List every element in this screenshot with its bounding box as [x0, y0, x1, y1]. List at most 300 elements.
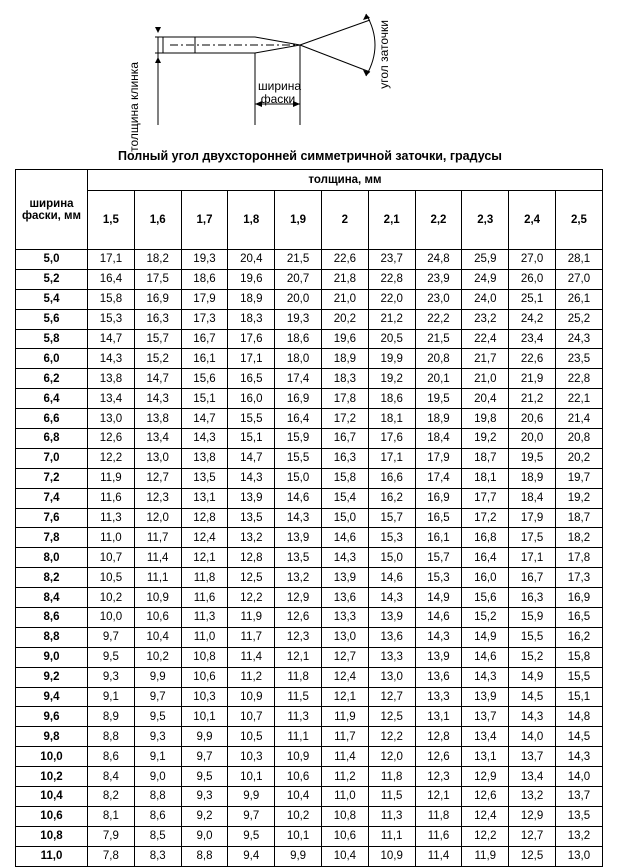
angle-value-cell: 14,6	[275, 488, 322, 508]
angle-value-cell: 16,3	[509, 588, 556, 608]
angle-value-cell: 11,7	[134, 528, 181, 548]
angle-value-cell: 16,5	[415, 508, 462, 528]
angle-value-cell: 11,6	[181, 588, 228, 608]
angle-value-cell: 8,4	[88, 767, 135, 787]
angle-value-cell: 12,2	[88, 448, 135, 468]
thickness-column-header: 2,5	[555, 191, 602, 250]
angle-value-cell: 13,9	[275, 528, 322, 548]
angle-value-cell: 17,9	[415, 448, 462, 468]
angle-value-cell: 12,6	[275, 608, 322, 628]
angle-value-cell: 12,2	[462, 826, 509, 846]
table-row	[16, 727, 603, 747]
angle-value-cell: 14,3	[134, 389, 181, 409]
table-row	[16, 588, 603, 608]
angle-value-cell: 16,9	[275, 389, 322, 409]
angle-value-cell: 27,0	[555, 269, 602, 289]
angle-value-cell: 16,4	[88, 269, 135, 289]
angle-value-cell: 13,0	[88, 409, 135, 429]
angle-value-cell: 15,1	[181, 389, 228, 409]
angle-value-cell: 14,6	[415, 608, 462, 628]
angle-value-cell: 10,9	[275, 747, 322, 767]
sharpening-diagram	[0, 0, 620, 152]
angle-value-cell: 26,1	[555, 289, 602, 309]
angle-value-cell: 11,3	[88, 508, 135, 528]
angle-value-cell: 21,4	[555, 409, 602, 429]
angle-value-cell: 12,7	[368, 687, 415, 707]
thickness-column-header: 2,3	[462, 191, 509, 250]
table-row	[16, 508, 603, 528]
bevel-width-cell: 5,4	[16, 289, 88, 309]
bevel-width-cell: 8,8	[16, 627, 88, 647]
angle-value-cell: 21,8	[321, 269, 368, 289]
angle-value-cell: 18,4	[415, 429, 462, 449]
angle-value-cell: 21,0	[321, 289, 368, 309]
angle-value-cell: 15,7	[368, 508, 415, 528]
angle-value-cell: 10,5	[88, 568, 135, 588]
angle-value-cell: 12,3	[275, 627, 322, 647]
table-row	[16, 806, 603, 826]
angle-value-cell: 13,2	[275, 568, 322, 588]
angle-value-cell: 14,7	[88, 329, 135, 349]
angle-value-cell: 9,5	[228, 826, 275, 846]
thickness-column-header: 2,2	[415, 191, 462, 250]
bevel-width-cell: 7,0	[16, 448, 88, 468]
angle-value-cell: 13,9	[415, 647, 462, 667]
bevel-width-cell: 10,2	[16, 767, 88, 787]
angle-value-cell: 22,1	[555, 389, 602, 409]
angle-value-cell: 14,9	[462, 627, 509, 647]
angle-value-cell: 13,9	[462, 687, 509, 707]
table-row	[16, 448, 603, 468]
angle-value-cell: 22,2	[415, 309, 462, 329]
angle-value-cell: 8,3	[134, 846, 181, 866]
angle-value-cell: 15,8	[321, 468, 368, 488]
table-row	[16, 369, 603, 389]
angle-value-cell: 9,5	[181, 767, 228, 787]
angle-value-cell: 18,2	[555, 528, 602, 548]
angle-value-cell: 14,3	[462, 667, 509, 687]
angle-value-cell: 12,7	[321, 647, 368, 667]
angle-value-cell: 16,1	[181, 349, 228, 369]
angle-value-cell: 19,6	[321, 329, 368, 349]
angle-value-cell: 25,2	[555, 309, 602, 329]
angle-value-cell: 18,2	[134, 250, 181, 270]
angle-value-cell: 12,6	[415, 747, 462, 767]
thickness-label: толщина клинка	[127, 62, 141, 152]
angle-value-cell: 16,3	[321, 448, 368, 468]
table-row	[16, 767, 603, 787]
thickness-column-header: 1,5	[88, 191, 135, 250]
angle-value-cell: 11,8	[275, 667, 322, 687]
bevel-width-cell: 9,4	[16, 687, 88, 707]
angle-value-cell: 20,8	[415, 349, 462, 369]
angle-value-cell: 13,0	[321, 627, 368, 647]
angle-value-cell: 15,0	[368, 548, 415, 568]
angle-value-cell: 19,5	[415, 389, 462, 409]
table-row	[16, 329, 603, 349]
angle-value-cell: 18,3	[321, 369, 368, 389]
angle-value-cell: 8,5	[134, 826, 181, 846]
angle-value-cell: 23,9	[415, 269, 462, 289]
angle-value-cell: 16,3	[134, 309, 181, 329]
angle-value-cell: 13,5	[555, 806, 602, 826]
angle-value-cell: 17,7	[462, 488, 509, 508]
angle-value-cell: 14,3	[181, 429, 228, 449]
bevel-width-cell: 7,4	[16, 488, 88, 508]
angle-value-cell: 13,5	[181, 468, 228, 488]
angle-value-cell: 9,9	[275, 846, 322, 866]
angle-value-cell: 24,0	[462, 289, 509, 309]
angle-value-cell: 16,8	[462, 528, 509, 548]
angle-value-cell: 13,8	[134, 409, 181, 429]
angle-value-cell: 15,5	[509, 627, 556, 647]
angle-value-cell: 24,3	[555, 329, 602, 349]
angle-value-cell: 11,7	[321, 727, 368, 747]
angle-value-cell: 17,6	[368, 429, 415, 449]
angle-value-cell: 21,2	[368, 309, 415, 329]
angle-value-cell: 13,3	[368, 647, 415, 667]
angle-value-cell: 13,6	[415, 667, 462, 687]
angle-value-cell: 20,1	[415, 369, 462, 389]
thickness-column-header: 1,8	[228, 191, 275, 250]
angle-value-cell: 11,3	[181, 608, 228, 628]
angle-value-cell: 22,8	[555, 369, 602, 389]
angle-value-cell: 11,4	[134, 548, 181, 568]
angle-value-cell: 12,4	[181, 528, 228, 548]
angle-value-cell: 21,2	[509, 389, 556, 409]
bevel-width-cell: 6,2	[16, 369, 88, 389]
angle-value-cell: 12,2	[368, 727, 415, 747]
angle-value-cell: 18,7	[462, 448, 509, 468]
angle-value-cell: 19,8	[462, 409, 509, 429]
angle-value-cell: 24,2	[509, 309, 556, 329]
thickness-header: толщина, мм	[88, 170, 603, 191]
angle-value-cell: 8,6	[88, 747, 135, 767]
angle-value-cell: 22,8	[368, 269, 415, 289]
angle-value-cell: 17,1	[509, 548, 556, 568]
angle-value-cell: 12,9	[509, 806, 556, 826]
table-row	[16, 429, 603, 449]
angle-value-cell: 10,1	[275, 826, 322, 846]
angle-value-cell: 14,7	[134, 369, 181, 389]
angle-value-cell: 15,2	[509, 647, 556, 667]
angle-value-cell: 9,1	[134, 747, 181, 767]
angle-value-cell: 22,0	[368, 289, 415, 309]
angle-value-cell: 17,1	[88, 250, 135, 270]
angle-value-cell: 11,4	[228, 647, 275, 667]
table-row	[16, 707, 603, 727]
bevel-width-cell: 6,8	[16, 429, 88, 449]
thickness-column-header: 2,4	[509, 191, 556, 250]
angle-value-cell: 10,1	[228, 767, 275, 787]
angle-value-cell: 15,4	[321, 488, 368, 508]
table-row	[16, 548, 603, 568]
blade-profile-drawing	[0, 0, 620, 140]
angle-value-cell: 20,0	[509, 429, 556, 449]
angle-value-cell: 13,9	[228, 488, 275, 508]
table-row	[16, 349, 603, 369]
angle-value-cell: 15,5	[555, 667, 602, 687]
angle-value-cell: 14,3	[228, 468, 275, 488]
angle-value-cell: 19,7	[555, 468, 602, 488]
angle-value-cell: 15,1	[228, 429, 275, 449]
angle-value-cell: 11,9	[462, 846, 509, 866]
angle-value-cell: 12,1	[275, 647, 322, 667]
angle-value-cell: 10,2	[88, 588, 135, 608]
angle-value-cell: 9,7	[88, 627, 135, 647]
angle-value-cell: 17,1	[368, 448, 415, 468]
bevel-width-cell: 6,6	[16, 409, 88, 429]
angle-value-cell: 17,5	[134, 269, 181, 289]
angle-value-cell: 21,5	[415, 329, 462, 349]
table-row	[16, 528, 603, 548]
angle-value-cell: 24,9	[462, 269, 509, 289]
bevel-width-cell: 7,6	[16, 508, 88, 528]
angle-value-cell: 14,6	[321, 528, 368, 548]
angle-value-cell: 18,4	[509, 488, 556, 508]
table-row	[16, 846, 603, 866]
angle-value-cell: 12,1	[321, 687, 368, 707]
angle-value-cell: 18,9	[509, 468, 556, 488]
table-row	[16, 647, 603, 667]
bevel-width-cell: 10,4	[16, 787, 88, 807]
angle-value-cell: 12,6	[462, 787, 509, 807]
angle-value-cell: 18,3	[228, 309, 275, 329]
angle-value-cell: 10,7	[228, 707, 275, 727]
table-row	[16, 568, 603, 588]
angle-value-cell: 10,2	[134, 647, 181, 667]
angle-value-cell: 12,9	[275, 588, 322, 608]
angle-value-cell: 23,4	[509, 329, 556, 349]
angle-value-cell: 11,4	[415, 846, 462, 866]
angle-value-cell: 18,9	[415, 409, 462, 429]
angle-value-cell: 9,0	[134, 767, 181, 787]
bevel-width-cell: 8,4	[16, 588, 88, 608]
angle-value-cell: 20,2	[321, 309, 368, 329]
angle-value-cell: 14,3	[415, 627, 462, 647]
angle-value-cell: 10,6	[275, 767, 322, 787]
bevel-width-cell: 11,0	[16, 846, 88, 866]
bevel-width-cell: 7,8	[16, 528, 88, 548]
angle-value-cell: 15,3	[368, 528, 415, 548]
table-row	[16, 488, 603, 508]
angle-value-cell: 16,0	[462, 568, 509, 588]
angle-value-cell: 15,5	[275, 448, 322, 468]
bevel-width-cell: 6,0	[16, 349, 88, 369]
bevel-width-label: ширина фаски	[258, 79, 302, 106]
angle-value-cell: 11,4	[321, 747, 368, 767]
angle-value-cell: 10,6	[134, 608, 181, 628]
angle-value-cell: 17,8	[555, 548, 602, 568]
angle-value-cell: 12,1	[415, 787, 462, 807]
table-row	[16, 309, 603, 329]
angle-value-cell: 16,1	[415, 528, 462, 548]
angle-value-cell: 13,9	[368, 608, 415, 628]
angle-value-cell: 15,6	[181, 369, 228, 389]
angle-value-cell: 12,1	[181, 548, 228, 568]
angle-value-cell: 8,2	[88, 787, 135, 807]
angle-value-cell: 12,5	[509, 846, 556, 866]
angle-value-cell: 17,2	[321, 409, 368, 429]
table-row	[16, 409, 603, 429]
angle-value-cell: 18,1	[368, 409, 415, 429]
angle-value-cell: 13,6	[321, 588, 368, 608]
table-title: Полный угол двухсторонней симметричной заточки, градусы	[118, 149, 502, 163]
angle-value-cell: 13,6	[368, 627, 415, 647]
angle-value-cell: 11,8	[181, 568, 228, 588]
angle-value-cell: 14,3	[321, 548, 368, 568]
bevel-width-cell: 8,6	[16, 608, 88, 628]
angle-value-cell: 16,4	[462, 548, 509, 568]
angle-value-cell: 11,1	[134, 568, 181, 588]
table-row	[16, 269, 603, 289]
angle-value-cell: 14,3	[368, 588, 415, 608]
angle-value-cell: 20,6	[509, 409, 556, 429]
angle-value-cell: 9,7	[181, 747, 228, 767]
angle-value-cell: 18,9	[321, 349, 368, 369]
table-row	[16, 826, 603, 846]
angle-value-cell: 12,8	[181, 508, 228, 528]
angle-value-cell: 17,4	[415, 468, 462, 488]
angle-value-cell: 15,7	[415, 548, 462, 568]
angle-value-cell: 10,3	[181, 687, 228, 707]
angle-value-cell: 8,8	[88, 727, 135, 747]
angle-value-cell: 11,6	[88, 488, 135, 508]
thickness-column-header: 1,9	[275, 191, 322, 250]
angle-value-cell: 18,6	[368, 389, 415, 409]
angle-value-cell: 16,2	[368, 488, 415, 508]
angle-value-cell: 10,9	[368, 846, 415, 866]
table-row	[16, 608, 603, 628]
angle-value-cell: 9,1	[88, 687, 135, 707]
angle-value-cell: 18,9	[228, 289, 275, 309]
angle-value-cell: 12,3	[134, 488, 181, 508]
table-row	[16, 389, 603, 409]
angle-value-cell: 8,8	[181, 846, 228, 866]
angle-value-cell: 11,8	[368, 767, 415, 787]
angle-value-cell: 12,7	[134, 468, 181, 488]
thickness-column-header: 2,1	[368, 191, 415, 250]
angle-value-cell: 15,0	[321, 508, 368, 528]
angle-value-cell: 10,9	[228, 687, 275, 707]
angle-value-cell: 11,2	[228, 667, 275, 687]
angle-value-cell: 10,3	[228, 747, 275, 767]
angle-value-cell: 15,7	[134, 329, 181, 349]
angle-value-cell: 16,7	[181, 329, 228, 349]
angle-value-cell: 10,6	[181, 667, 228, 687]
angle-value-cell: 18,6	[275, 329, 322, 349]
angle-value-cell: 13,7	[555, 787, 602, 807]
table-row	[16, 627, 603, 647]
angle-value-cell: 10,8	[181, 647, 228, 667]
angle-value-cell: 14,0	[555, 767, 602, 787]
angle-value-cell: 9,9	[228, 787, 275, 807]
angle-value-cell: 20,2	[555, 448, 602, 468]
angle-value-cell: 12,0	[134, 508, 181, 528]
angle-value-cell: 15,5	[228, 409, 275, 429]
angle-value-cell: 16,5	[555, 608, 602, 628]
angle-value-cell: 11,3	[275, 707, 322, 727]
angle-value-cell: 13,3	[321, 608, 368, 628]
angle-value-cell: 13,3	[415, 687, 462, 707]
angle-value-cell: 23,0	[415, 289, 462, 309]
angle-value-cell: 12,8	[228, 548, 275, 568]
angle-value-cell: 20,5	[368, 329, 415, 349]
angle-value-cell: 17,9	[181, 289, 228, 309]
angle-value-cell: 10,8	[321, 806, 368, 826]
angle-value-cell: 10,4	[321, 846, 368, 866]
table-row	[16, 747, 603, 767]
angle-value-cell: 10,4	[275, 787, 322, 807]
angle-value-cell: 19,2	[555, 488, 602, 508]
table-row	[16, 787, 603, 807]
angle-value-cell: 9,3	[181, 787, 228, 807]
bevel-width-cell: 10,0	[16, 747, 88, 767]
angle-value-cell: 15,8	[555, 647, 602, 667]
angle-value-cell: 25,9	[462, 250, 509, 270]
angle-value-cell: 19,5	[509, 448, 556, 468]
angle-value-cell: 12,5	[228, 568, 275, 588]
angle-value-cell: 10,0	[88, 608, 135, 628]
angle-value-cell: 19,2	[462, 429, 509, 449]
angle-value-cell: 19,3	[275, 309, 322, 329]
angle-value-cell: 11,3	[368, 806, 415, 826]
thickness-column-header: 1,7	[181, 191, 228, 250]
angle-value-cell: 9,7	[228, 806, 275, 826]
angle-value-cell: 13,1	[415, 707, 462, 727]
angle-value-cell: 13,4	[509, 767, 556, 787]
angle-value-cell: 26,0	[509, 269, 556, 289]
angle-value-cell: 23,5	[555, 349, 602, 369]
angle-value-cell: 16,9	[134, 289, 181, 309]
table-row	[16, 468, 603, 488]
angle-value-cell: 13,0	[368, 667, 415, 687]
angle-value-cell: 7,9	[88, 826, 135, 846]
angle-value-cell: 20,4	[462, 389, 509, 409]
angle-value-cell: 17,5	[509, 528, 556, 548]
thickness-column-header: 1,6	[134, 191, 181, 250]
table-row	[16, 667, 603, 687]
bevel-width-cell: 10,6	[16, 806, 88, 826]
angle-value-cell: 15,3	[415, 568, 462, 588]
angle-value-cell: 17,2	[462, 508, 509, 528]
angle-value-cell: 21,5	[275, 250, 322, 270]
bevel-width-cell: 5,0	[16, 250, 88, 270]
thickness-column-header: 2	[321, 191, 368, 250]
angle-value-cell: 10,5	[228, 727, 275, 747]
angle-value-cell: 13,0	[134, 448, 181, 468]
angle-value-cell: 15,6	[462, 588, 509, 608]
angle-value-cell: 15,2	[134, 349, 181, 369]
angle-value-cell: 16,4	[275, 409, 322, 429]
angle-value-cell: 14,3	[555, 747, 602, 767]
angle-value-cell: 28,1	[555, 250, 602, 270]
angle-value-cell: 11,2	[321, 767, 368, 787]
angle-value-cell: 14,9	[509, 667, 556, 687]
angle-value-cell: 9,9	[181, 727, 228, 747]
angle-value-cell: 11,0	[88, 528, 135, 548]
angle-value-cell: 16,0	[228, 389, 275, 409]
angle-value-cell: 11,5	[368, 787, 415, 807]
angle-value-cell: 15,9	[275, 429, 322, 449]
bevel-width-cell: 9,8	[16, 727, 88, 747]
angle-value-cell: 13,2	[509, 787, 556, 807]
angle-value-cell: 11,0	[181, 627, 228, 647]
angle-value-cell: 13,7	[509, 747, 556, 767]
angle-value-cell: 20,0	[275, 289, 322, 309]
angle-value-cell: 20,8	[555, 429, 602, 449]
angle-value-cell: 21,0	[462, 369, 509, 389]
